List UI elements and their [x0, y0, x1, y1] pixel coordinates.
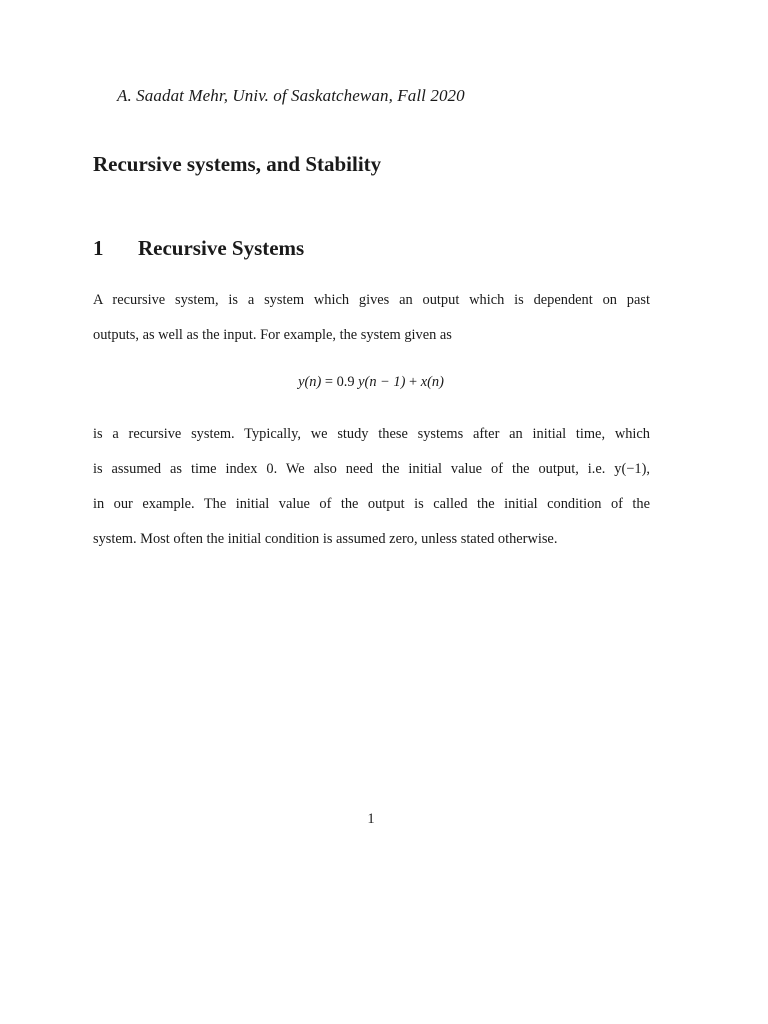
equation-coefficient: 0.9: [336, 374, 359, 390]
equation-equals: =: [321, 374, 337, 390]
page-number: 1: [367, 811, 375, 827]
paragraph-intro: [93, 283, 650, 353]
paragraph-line: in our example. The initial value of the output is called the initial condition of the: [93, 496, 650, 512]
paragraph-line: is assumed as time index 0. We also need the initial value of the output, i.e. y(−1),: [93, 461, 650, 477]
paragraph-line: outputs, as well as the input. For example, the system given as: [93, 327, 452, 343]
equation-plus: +: [405, 374, 421, 390]
paragraph-line: is a recursive system. Typically, we study these systems after an initial time, which: [93, 426, 650, 442]
equation: [0, 374, 742, 391]
paragraph-description: [93, 417, 650, 557]
document-title: Recursive systems, and Stability: [93, 152, 382, 176]
paragraph-line: system. Most often the initial condition is assumed zero, unless stated otherwise.: [93, 531, 558, 547]
equation-term-x: x(n): [420, 374, 444, 390]
section-heading: [93, 236, 304, 261]
section-title: Recursive Systems: [138, 236, 305, 260]
equation-term-y: y(n − 1): [358, 374, 406, 390]
paragraph-line: A recursive system, is a system which gives an output which is dependent on past: [93, 292, 650, 308]
section-number: 1: [93, 236, 104, 260]
equation-lhs: y(n): [298, 374, 322, 390]
author-line: A. Saadat Mehr, Univ. of Saskatchewan, Fall 2020: [117, 86, 465, 105]
